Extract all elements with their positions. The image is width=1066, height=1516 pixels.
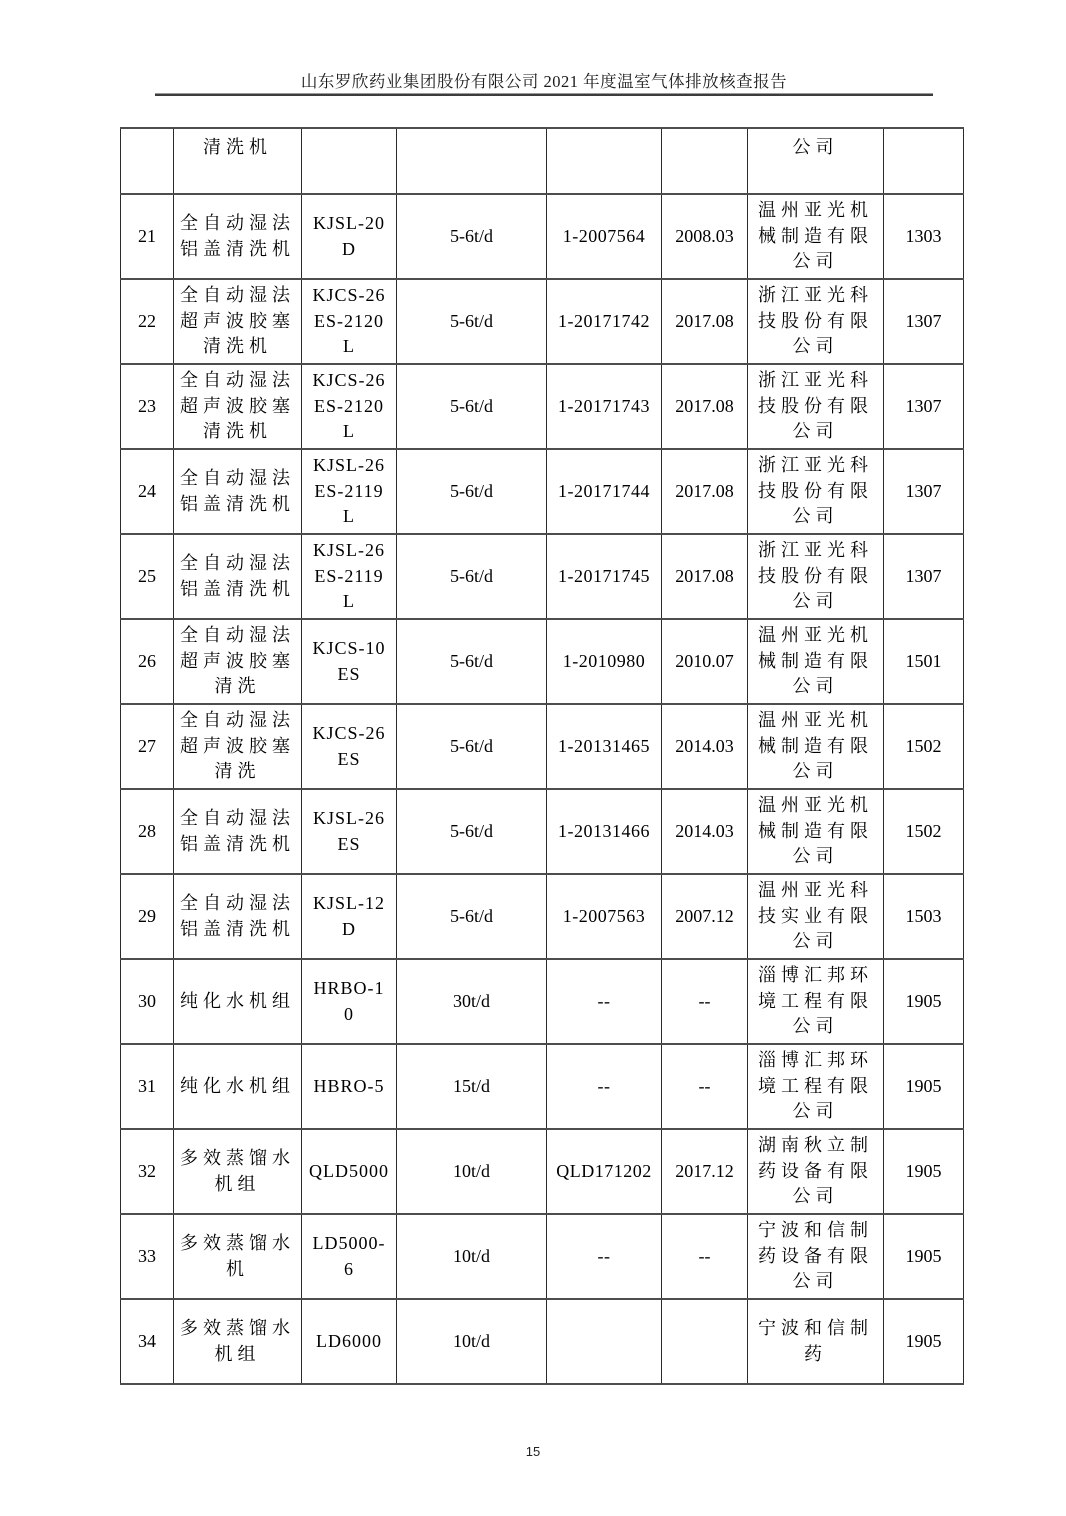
cell-equipment-name: 全自动湿法 超声波胶塞 清洗机 (174, 279, 302, 364)
cell-equipment-name: 全自动湿法 超声波胶塞 清洗机 (174, 364, 302, 449)
cell-model: HBRO-5 (302, 1044, 397, 1129)
cell-row-number: 32 (121, 1129, 174, 1214)
cell-capacity: 5-6t/d (397, 364, 547, 449)
cell-capacity (397, 128, 547, 194)
cell-date (662, 128, 748, 194)
cell-date: 2014.03 (662, 789, 748, 874)
cell-capacity: 5-6t/d (397, 534, 547, 619)
cell-serial-number: -- (547, 959, 662, 1044)
cell-manufacturer: 淄博汇邦环 境工程有限 公司 (748, 959, 884, 1044)
cell-date: 2008.03 (662, 194, 748, 279)
cell-manufacturer: 宁波和信制 药 (748, 1299, 884, 1384)
cell-capacity: 15t/d (397, 1044, 547, 1129)
cell-date: 2017.08 (662, 534, 748, 619)
cell-equipment-name: 多效蒸馏水 机组 (174, 1299, 302, 1384)
cell-model: KJSL-12 D (302, 874, 397, 959)
cell-row-number: 30 (121, 959, 174, 1044)
cell-row-number: 31 (121, 1044, 174, 1129)
cell-serial-number: 1-20171745 (547, 534, 662, 619)
page-number: 15 (525, 1444, 541, 1459)
cell-serial-number: 1-2007563 (547, 874, 662, 959)
cell-capacity: 10t/d (397, 1299, 547, 1384)
cell-manufacturer: 浙江亚光科 技股份有限 公司 (748, 279, 884, 364)
cell-manufacturer: 温州亚光机 械制造有限 公司 (748, 619, 884, 704)
cell-equipment-name: 全自动湿法 铝盖清洗机 (174, 534, 302, 619)
cell-workshop-code: 1303 (884, 194, 964, 279)
cell-serial-number (547, 128, 662, 194)
cell-equipment-name: 全自动湿法 铝盖清洗机 (174, 789, 302, 874)
cell-workshop-code: 1307 (884, 534, 964, 619)
cell-capacity: 5-6t/d (397, 279, 547, 364)
cell-capacity: 5-6t/d (397, 704, 547, 789)
cell-manufacturer: 温州亚光机 械制造有限 公司 (748, 789, 884, 874)
cell-equipment-name: 纯化水机组 (174, 959, 302, 1044)
cell-row-number: 33 (121, 1214, 174, 1299)
table-row (121, 874, 964, 959)
cell-date (662, 1299, 748, 1384)
cell-date: -- (662, 1214, 748, 1299)
cell-date: 2017.08 (662, 279, 748, 364)
cell-workshop-code: 1905 (884, 1129, 964, 1214)
cell-manufacturer: 浙江亚光科 技股份有限 公司 (748, 449, 884, 534)
cell-equipment-name: 清洗机 (174, 128, 302, 194)
cell-workshop-code: 1307 (884, 279, 964, 364)
cell-serial-number: -- (547, 1044, 662, 1129)
table-row (121, 1044, 964, 1129)
table-row (121, 619, 964, 704)
table-row (121, 194, 964, 279)
cell-capacity: 10t/d (397, 1214, 547, 1299)
cell-serial-number: 1-20171743 (547, 364, 662, 449)
cell-workshop-code: 1502 (884, 789, 964, 874)
cell-model (302, 128, 397, 194)
continuation-row (121, 128, 964, 194)
cell-row-number: 34 (121, 1299, 174, 1384)
cell-serial-number: 1-2010980 (547, 619, 662, 704)
cell-workshop-code: 1503 (884, 874, 964, 959)
cell-row-number: 28 (121, 789, 174, 874)
table-row (121, 534, 964, 619)
cell-date: 2017.08 (662, 449, 748, 534)
cell-date: 2014.03 (662, 704, 748, 789)
cell-workshop-code: 1502 (884, 704, 964, 789)
equipment-table-body (121, 128, 964, 1384)
cell-workshop-code: 1905 (884, 1044, 964, 1129)
cell-model: KJSL-26 ES-2119 L (302, 534, 397, 619)
cell-workshop-code: 1501 (884, 619, 964, 704)
cell-row-number: 26 (121, 619, 174, 704)
cell-workshop-code: 1905 (884, 1299, 964, 1384)
cell-equipment-name: 全自动湿法 铝盖清洗机 (174, 449, 302, 534)
cell-manufacturer: 湖南秋立制 药设备有限 公司 (748, 1129, 884, 1214)
cell-model: LD5000- 6 (302, 1214, 397, 1299)
cell-serial-number: 1-20171744 (547, 449, 662, 534)
cell-model: KJSL-26 ES-2119 L (302, 449, 397, 534)
table-row (121, 789, 964, 874)
cell-row-number: 25 (121, 534, 174, 619)
cell-row-number: 29 (121, 874, 174, 959)
header-title: 山东罗欣药业集团股份有限公司 2021 年度温室气体排放核查报告 (300, 72, 788, 91)
cell-model: QLD5000 (302, 1129, 397, 1214)
cell-serial-number (547, 1299, 662, 1384)
cell-manufacturer: 温州亚光科 技实业有限 公司 (748, 874, 884, 959)
cell-date: 2007.12 (662, 874, 748, 959)
cell-date: 2017.12 (662, 1129, 748, 1214)
cell-manufacturer: 浙江亚光科 技股份有限 公司 (748, 534, 884, 619)
cell-row-number: 23 (121, 364, 174, 449)
table-row (121, 279, 964, 364)
cell-serial-number: 1-2007564 (547, 194, 662, 279)
table-row (121, 959, 964, 1044)
cell-date: 2010.07 (662, 619, 748, 704)
cell-equipment-name: 全自动湿法 铝盖清洗机 (174, 194, 302, 279)
table-row (121, 704, 964, 789)
cell-workshop-code: 1905 (884, 1214, 964, 1299)
table-row (121, 1214, 964, 1299)
cell-date: -- (662, 959, 748, 1044)
cell-workshop-code (884, 128, 964, 194)
cell-date: 2017.08 (662, 364, 748, 449)
cell-serial-number: 1-20171742 (547, 279, 662, 364)
cell-serial-number: 1-20131466 (547, 789, 662, 874)
cell-row-number (121, 128, 174, 194)
equipment-table (120, 127, 964, 1385)
cell-workshop-code: 1307 (884, 449, 964, 534)
cell-model: KJSL-20 D (302, 194, 397, 279)
cell-serial-number: 1-20131465 (547, 704, 662, 789)
table-row (121, 364, 964, 449)
cell-capacity: 5-6t/d (397, 789, 547, 874)
cell-capacity: 30t/d (397, 959, 547, 1044)
table-row (121, 1129, 964, 1214)
cell-capacity: 10t/d (397, 1129, 547, 1214)
table-row (121, 1299, 964, 1384)
cell-model: KJCS-26 ES-2120 L (302, 279, 397, 364)
cell-model: KJSL-26 ES (302, 789, 397, 874)
cell-model: KJCS-10 ES (302, 619, 397, 704)
cell-model: HRBO-1 0 (302, 959, 397, 1044)
cell-equipment-name: 纯化水机组 (174, 1044, 302, 1129)
cell-serial-number: -- (547, 1214, 662, 1299)
cell-model: LD6000 (302, 1299, 397, 1384)
cell-manufacturer: 公司 (748, 128, 884, 194)
cell-date: -- (662, 1044, 748, 1129)
cell-serial-number: QLD171202 (547, 1129, 662, 1214)
cell-equipment-name: 多效蒸馏水 机组 (174, 1129, 302, 1214)
cell-row-number: 24 (121, 449, 174, 534)
cell-model: KJCS-26 ES (302, 704, 397, 789)
cell-equipment-name: 全自动湿法 超声波胶塞 清洗 (174, 704, 302, 789)
page-footer (0, 1444, 1066, 1459)
cell-capacity: 5-6t/d (397, 449, 547, 534)
cell-workshop-code: 1905 (884, 959, 964, 1044)
cell-manufacturer: 淄博汇邦环 境工程有限 公司 (748, 1044, 884, 1129)
cell-row-number: 27 (121, 704, 174, 789)
cell-equipment-name: 全自动湿法 超声波胶塞 清洗 (174, 619, 302, 704)
table-row (121, 449, 964, 534)
cell-manufacturer: 温州亚光机 械制造有限 公司 (748, 194, 884, 279)
cell-equipment-name: 全自动湿法 铝盖清洗机 (174, 874, 302, 959)
cell-manufacturer: 宁波和信制 药设备有限 公司 (748, 1214, 884, 1299)
cell-manufacturer: 温州亚光机 械制造有限 公司 (748, 704, 884, 789)
cell-equipment-name: 多效蒸馏水 机 (174, 1214, 302, 1299)
cell-capacity: 5-6t/d (397, 619, 547, 704)
cell-row-number: 22 (121, 279, 174, 364)
cell-workshop-code: 1307 (884, 364, 964, 449)
cell-manufacturer: 浙江亚光科 技股份有限 公司 (748, 364, 884, 449)
cell-capacity: 5-6t/d (397, 874, 547, 959)
cell-capacity: 5-6t/d (397, 194, 547, 279)
cell-model: KJCS-26 ES-2120 L (302, 364, 397, 449)
header-rule (155, 93, 933, 96)
cell-row-number: 21 (121, 194, 174, 279)
